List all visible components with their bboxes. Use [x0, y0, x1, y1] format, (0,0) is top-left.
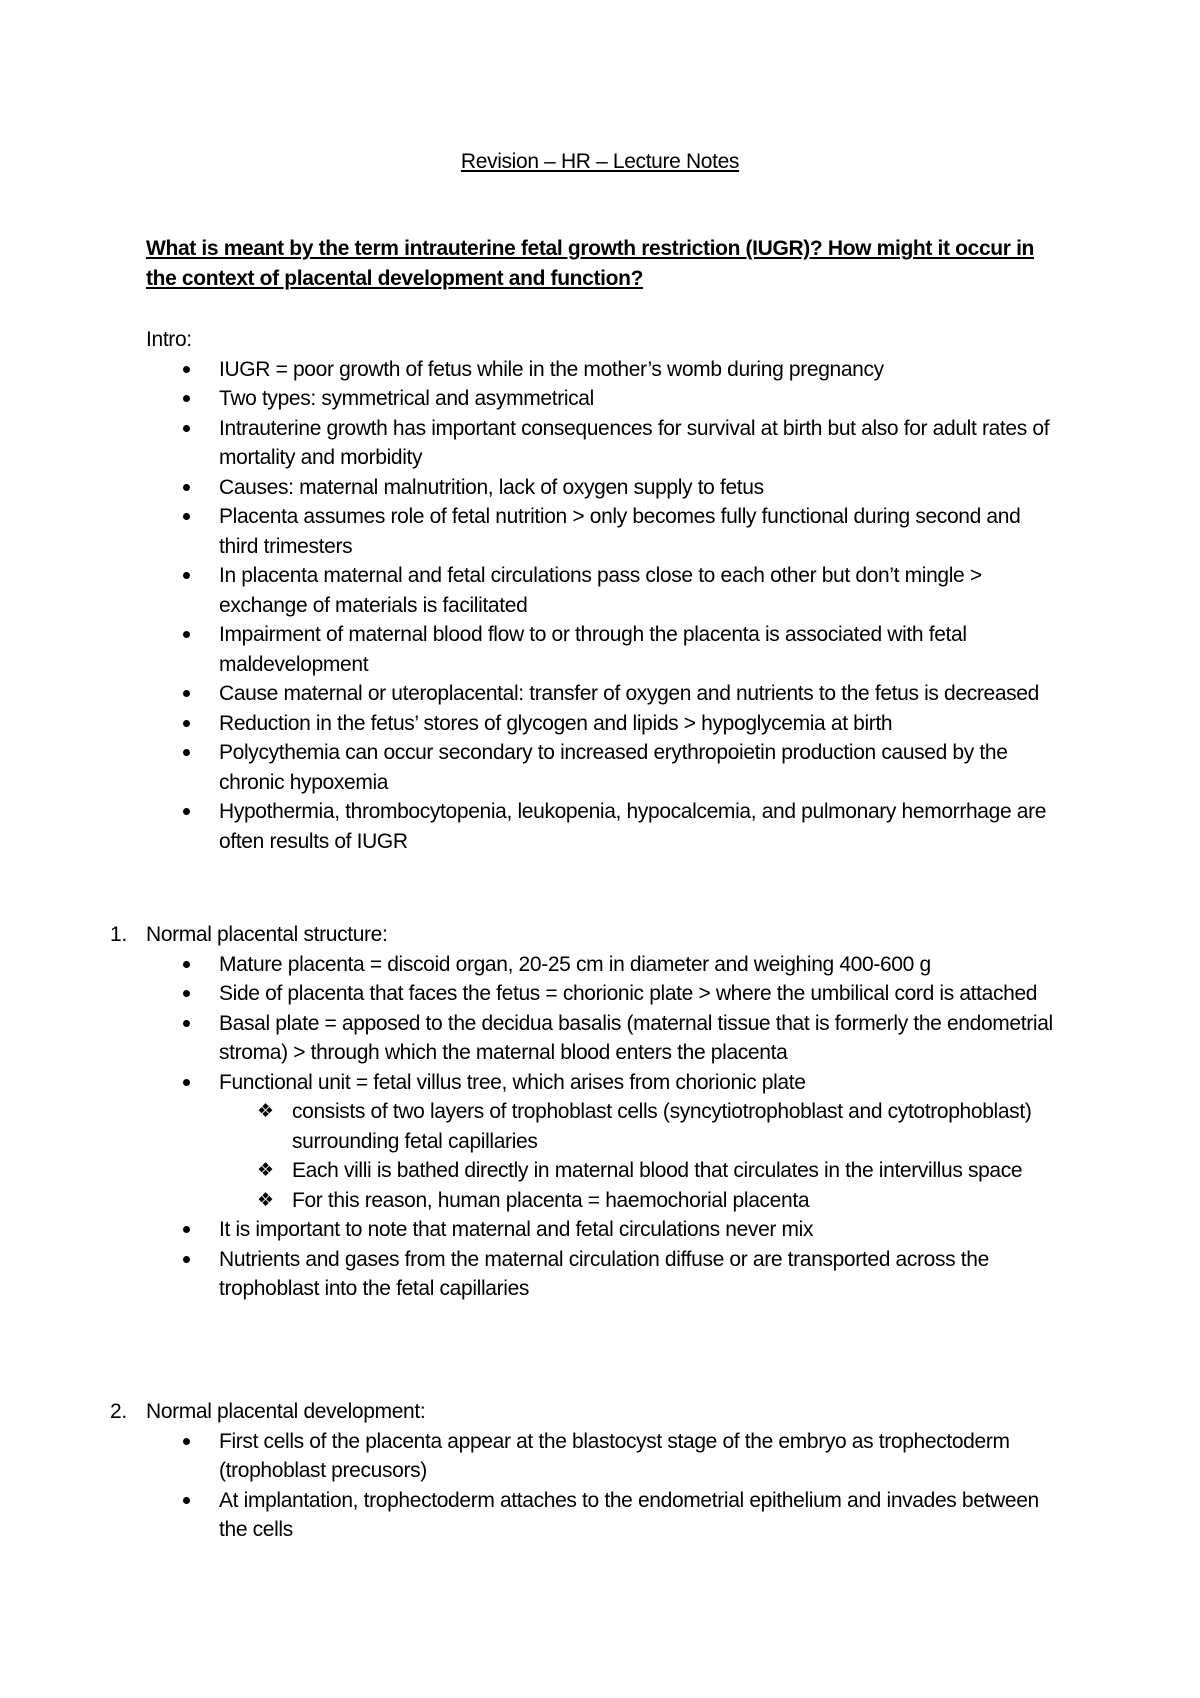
list-item: First cells of the placenta appear at the blastocyst stage of the embryo as trophectoderm (trophoblast precusors) [0, 1427, 1059, 1486]
bullet-icon [183, 990, 190, 997]
sub-list [219, 1097, 1059, 1215]
bullet-icon [183, 1438, 190, 1445]
diamond-bullet-icon: ❖ [257, 1160, 274, 1181]
bullet-icon [183, 395, 190, 402]
bullet-icon [183, 720, 190, 727]
list-item: Reduction in the fetus’ stores of glycogen and lipids > hypoglycemia at birth [0, 709, 1059, 739]
list-item: Functional unit = fetal villus tree, which arises from chorionic plate ❖ consists of two layers of trophoblast cells (syncytiotrophoblast and cytotrophoblast) surrounding fetal capillaries ❖ Each villi is bathed directly in maternal blood that circulates in the intervillus space ❖ For this reason, human placenta = haemochorial placenta [0, 1068, 1059, 1216]
list-item: IUGR = poor growth of fetus while in the mother’s womb during pregnancy [0, 355, 1059, 385]
list-item: Nutrients and gases from the maternal circulation diffuse or are transported across the trophoblast into the fetal capillaries [0, 1245, 1059, 1304]
bullet-icon [183, 1226, 190, 1233]
bullet-icon [183, 513, 190, 520]
bullet-icon [183, 1497, 190, 1504]
bullet-icon [183, 749, 190, 756]
list-item: Basal plate = apposed to the decidua basalis (maternal tissue that is formerly the endometrial stroma) > through which the maternal blood enters the placenta [0, 1009, 1059, 1068]
bullet-icon [183, 366, 190, 373]
list-item: Cause maternal or uteroplacental: transfer of oxygen and nutrients to the fetus is decreased [0, 679, 1059, 709]
section-number: 1. [110, 923, 127, 946]
list-item: At implantation, trophectoderm attaches to the endometrial epithelium and invades between the cells [0, 1486, 1059, 1545]
list-item: It is important to note that maternal and fetal circulations never mix [0, 1215, 1059, 1245]
list-item: In placenta maternal and fetal circulations pass close to each other but don’t mingle > exchange of materials is facilitated [0, 561, 1059, 620]
question-heading: What is meant by the term intrauterine fetal growth restriction (IUGR)? How might it occur in the context of placental development and function? [146, 237, 1035, 290]
sub-list-item: ❖ consists of two layers of trophoblast cells (syncytiotrophoblast and cytotrophoblast) surrounding fetal capillaries [0, 1097, 1060, 1156]
bullet-icon [183, 961, 190, 968]
diamond-bullet-icon: ❖ [257, 1101, 274, 1122]
list-item: Mature placenta = discoid organ, 20-25 cm in diameter and weighing 400-600 g [0, 950, 1059, 980]
bullet-icon [183, 1020, 190, 1027]
section-number: 2. [110, 1400, 127, 1423]
list-item: Side of placenta that faces the fetus = chorionic plate > where the umbilical cord is attached [0, 979, 1059, 1009]
bullet-icon [183, 808, 190, 815]
list-item: Impairment of maternal blood flow to or through the placenta is associated with fetal maldevelopment [0, 620, 1059, 679]
intro-label: Intro: [146, 328, 192, 351]
list-item: Two types: symmetrical and asymmetrical [0, 384, 1059, 414]
section-label: Normal placental development: [146, 1400, 426, 1423]
bullet-icon [183, 631, 190, 638]
structure-list [0, 950, 1200, 1304]
bullet-icon [183, 1256, 190, 1263]
intro-section [0, 325, 1200, 856]
section-placental-structure [0, 920, 1200, 1304]
list-item: Causes: maternal malnutrition, lack of oxygen supply to fetus [0, 473, 1059, 503]
section-label: Normal placental structure: [146, 923, 388, 946]
sub-list-item: ❖ For this reason, human placenta = haemochorial placenta [0, 1186, 1060, 1216]
bullet-icon [183, 1079, 190, 1086]
section-placental-development [0, 1397, 1200, 1545]
bullet-icon [183, 690, 190, 697]
sub-list-item: ❖ Each villi is bathed directly in maternal blood that circulates in the intervillus space [0, 1156, 1060, 1186]
intro-list [0, 355, 1200, 857]
bullet-icon [183, 572, 190, 579]
development-list [0, 1427, 1200, 1545]
diamond-bullet-icon: ❖ [257, 1189, 274, 1211]
section-heading [0, 920, 1200, 950]
bullet-icon [183, 425, 190, 432]
list-item: Intrauterine growth has important consequences for survival at birth but also for adult rates of mortality and morbidity [0, 414, 1059, 473]
document-title: Revision – HR – Lecture Notes [460, 150, 740, 173]
section-heading [0, 1397, 1200, 1427]
list-item: Polycythemia can occur secondary to increased erythropoietin production caused by the chronic hypoxemia [0, 738, 1059, 797]
list-item: Placenta assumes role of fetal nutrition > only becomes fully functional during second and third trimesters [0, 502, 1059, 561]
intro-heading [0, 325, 1200, 355]
list-item: Hypothermia, thrombocytopenia, leukopenia, hypocalcemia, and pulmonary hemorrhage are often results of IUGR [0, 797, 1059, 856]
bullet-icon [183, 484, 190, 491]
